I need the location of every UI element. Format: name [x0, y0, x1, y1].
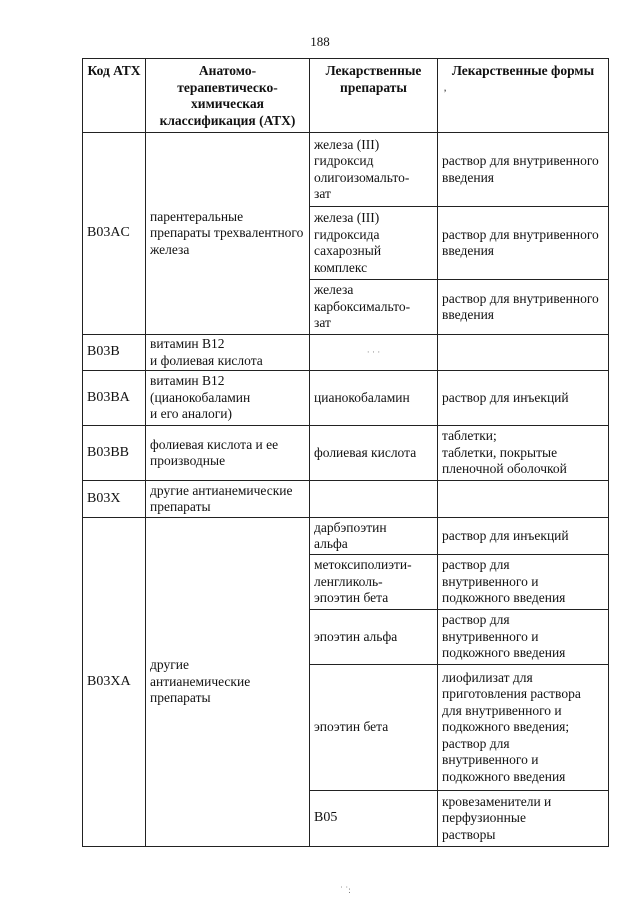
classification-cell: парентеральные препараты трехвалентного железа: [146, 133, 310, 335]
drug-cell: фолиевая кислота: [310, 426, 438, 481]
drug-cell: цианокобаламин: [310, 371, 438, 426]
atx-code-cell: B03BB: [83, 426, 146, 481]
atx-code-cell: B03B: [83, 335, 146, 371]
header-row: [83, 59, 609, 133]
empty-drug-cell: [310, 481, 438, 518]
classification-cell: кровезаменители и перфузионные растворы: [438, 791, 609, 847]
table-row: [83, 518, 609, 555]
header-code: Код АТХ: [83, 59, 146, 133]
drug-cell: эпоэтин альфа: [310, 610, 438, 665]
drug-cell: железа (III) гидроксид олигоизомальто- зат: [310, 133, 438, 207]
form-cell: раствор для внутривенного введения: [438, 280, 609, 335]
form-cell: раствор для инъекций: [438, 518, 609, 555]
header-forms: Лекарственные формы ,: [438, 59, 609, 133]
empty-form-cell: [438, 481, 609, 518]
table-row: [83, 371, 609, 426]
drug-cell: эпоэтин бета: [310, 665, 438, 791]
header-classification: Анатомо-терапевтическо-химическая классификация (АТХ): [146, 59, 310, 133]
form-cell: раствор для внутривенного введения: [438, 207, 609, 280]
form-cell: лиофилизат для приготовления раствора для внутривенного и подкожного введения; раствор для внутривенного и подкожного введения: [438, 665, 609, 791]
page-number: 188: [310, 34, 330, 49]
form-cell: раствор для внутривенного и подкожного введения: [438, 555, 609, 610]
classification-cell: витамин B12 и фолиевая кислота: [146, 335, 310, 371]
atx-code-cell: B03AC: [83, 133, 146, 335]
atx-code-cell: B03XA: [83, 518, 146, 847]
form-cell: раствор для внутривенного введения: [438, 133, 609, 207]
atx-code-cell: B05: [310, 791, 438, 847]
drug-cell: железа карбоксимальто- зат: [310, 280, 438, 335]
drug-cell: железа (III) гидроксида сахарозный комплекс: [310, 207, 438, 280]
empty-drug-cell: · · ·: [310, 335, 438, 371]
atx-code-cell: B03X: [83, 481, 146, 518]
table-row: [83, 133, 609, 207]
form-cell: раствор для внутривенного и подкожного введения: [438, 610, 609, 665]
table-row: [83, 426, 609, 481]
atx-table: [82, 58, 609, 847]
header-drugs: Лекарственные препараты: [310, 59, 438, 133]
classification-cell: фолиевая кислота и ее производные: [146, 426, 310, 481]
classification-cell: другие антианемические препараты: [146, 518, 310, 847]
table-row: [83, 481, 609, 518]
classification-cell: другие антианемические препараты: [146, 481, 310, 518]
scan-speck: ,: [444, 82, 447, 93]
empty-form-cell: [438, 335, 609, 371]
scan-speck: ˙ ˙:: [340, 885, 351, 895]
drug-cell: метоксиполиэти- ленгликоль- эпоэтин бета: [310, 555, 438, 610]
drug-cell: дарбэпоэтин альфа: [310, 518, 438, 555]
classification-cell: витамин B12 (цианокобаламин и его аналоги): [146, 371, 310, 426]
atx-code-cell: B03BA: [83, 371, 146, 426]
table-row: [83, 335, 609, 371]
form-cell: таблетки; таблетки, покрытые пленочной оболочкой: [438, 426, 609, 481]
form-cell: раствор для инъекций: [438, 371, 609, 426]
